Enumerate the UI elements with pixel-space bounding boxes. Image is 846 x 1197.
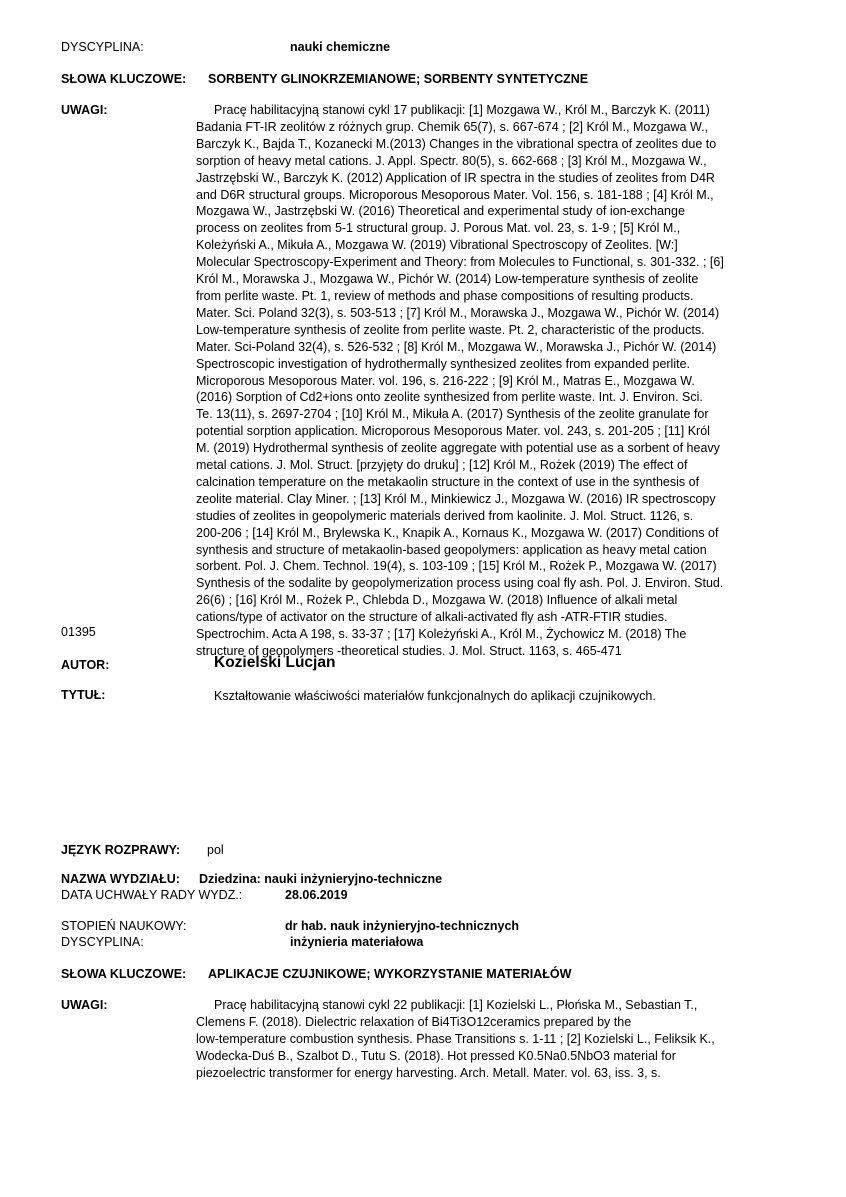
language-label: JĘZYK ROZPRAWY: (61, 843, 181, 857)
notes-line: Low-temperature synthesis of zeolite from perlite waste. Pt. 2, characteristic of the products. (196, 322, 705, 337)
notes-line: synthesis and structure of metakaolin-based geopolymers: application as heavy metal cation (196, 542, 707, 557)
keywords-label: SŁOWA KLUCZOWE: (61, 967, 187, 981)
notes-line: Spectrochim. Acta A 198, s. 33-37 ; [17] Koleżyński A., Król M., Żychowicz M. (2018) The (196, 627, 687, 642)
notes-line: Molecular Spectroscopy-Experiment and Theory: from Molecules to Functional, s. 301-332. ; [6] (196, 255, 724, 270)
notes-line: Barczyk K., Bajda T., Kozanecki M.(2013) Changes in the vibrational spectra of zeolites due to (196, 136, 717, 151)
notes-line: Clemens F. (2018). Dielectric relaxation of Bi4Ti3O12ceramics prepared by the (196, 1014, 632, 1029)
language-value: pol (207, 843, 224, 857)
notes-line: zeolite material. Clay Miner. ; [13] Król M., Minkiewicz J., Mozgawa W. (2016) IR spectroscopy (196, 491, 716, 506)
notes-label: UWAGI: (61, 998, 108, 1012)
notes-text (196, 102, 724, 660)
notes-line: (2016) Sorption of Cd2+ions onto zeolite synthesized from perlite waste. Int. J. Environ. Sci. (196, 390, 703, 405)
notes-line: Pracę habilitacyjną stanowi cykl 22 publikacji: [1] Kozielski L., Płońska M., Sebastian T., (214, 998, 698, 1012)
notes-line: from perlite waste. Pt. 1, review of methods and phase compositions of resulting products. (196, 288, 694, 303)
record-number: 01395 (61, 625, 96, 639)
keywords-value: SORBENTY GLINOKRZEMIANOWE; SORBENTY SYNTETYCZNE (208, 72, 589, 86)
notes-line: cations/type of activator on the structure of alkali-activated fly ash -ATR-FTIR studies. (196, 610, 668, 625)
resolution-date-label: DATA UCHWAŁY RADY WYDZ.: (61, 888, 243, 902)
notes-line: and D6R structural groups. Microporous Mesoporous Mater. Vol. 156, s. 181-188 ; [4] Król M., (196, 187, 714, 202)
title-label: TYTUŁ: (61, 688, 106, 702)
notes-line: Synthesis of the sodalite by geopolymerization process using coal fly ash. Pol. J. Environ. Stud. (196, 576, 724, 591)
notes-line: Król M., Morawska J., Mozgawa W., Pichór W. (2014) Low-temperature synthesis of zeolite (196, 272, 699, 287)
keywords-value: APLIKACJE CZUJNIKOWE; WYKORZYSTANIE MATERIAŁÓW (208, 967, 572, 981)
notes-line: Jastrzębski W., Barczyk K. (2012) Application of IR spectra in the studies of zeolites from D4R (196, 170, 715, 185)
title-value: Kształtowanie właściwości materiałów funkcjonalnych do aplikacji czujnikowych. (214, 689, 656, 703)
notes-line: metal cations. J. Mol. Struct. [przyjęty do druku] ; [12] Król M., Rożek (2019) The effect of (196, 458, 688, 473)
notes-line: Mater. Sci. Poland 32(3), s. 503-513 ; [7] Król M., Morawska J., Mozgawa W., Pichór W. (2014) (196, 305, 720, 320)
notes-line: process on zeolites from 5-1 structural group. J. Porous Mat. vol. 23, s. 1-9 ; [5] Król M., (196, 221, 681, 236)
notes-line: Badania FT-IR zeolitów z różnych grup. Chemik 65(7), s. 667-674 ; [2] Król M., Mozgawa W., (196, 119, 709, 134)
notes-label: UWAGI: (61, 103, 108, 117)
notes-line: structure of geopolymers -theoretical studies. J. Mol. Struct. 1163, s. 465-471 (196, 644, 622, 658)
notes-line: sorbent. Pol. J. Chem. Technol. 19(4), s. 103-109 ; [15] Król M., Rożek P., Mozgawa W. (2017) (196, 559, 717, 574)
notes-line: M. (2019) Hydrothermal synthesis of zeolite aggregate with potential use as a sorbent of heavy (196, 441, 720, 456)
notes-line: Mozgawa W., Jastrzębski W. (2016) Theoretical and experimental study of ion-exchange (196, 204, 685, 219)
notes-line: Pracę habilitacyjną stanowi cykl 17 publikacji: [1] Mozgawa W., Król M., Barczyk K. (2011) (214, 103, 710, 117)
degree-value: dr hab. nauk inżynieryjno-technicznych (285, 919, 520, 933)
faculty-value: Dziedzina: nauki inżynieryjno-techniczne (199, 872, 443, 886)
notes-line: 200-206 ; [14] Król M., Brylewska K., Knapik A., Kornaus K., Mozgawa W. (2017) Conditions of (196, 525, 719, 540)
notes-line: Wodecka-Duś B., Szalbot D., Tutu S. (2018). Hot pressed K0.5Na0.5NbO3 material for (196, 1048, 676, 1063)
discipline-value: nauki chemiczne (290, 40, 391, 54)
degree-label: STOPIEŃ NAUKOWY: (61, 919, 187, 933)
author-name: Kozielski Lucjan (214, 654, 336, 671)
resolution-date-value: 28.06.2019 (285, 888, 348, 902)
notes-line: low-temperature combustion synthesis. Phase Transitions s. 1-11 ; [2] Kozielski L., Feliksik K., (196, 1031, 715, 1046)
faculty-label: NAZWA WYDZIAŁU: (61, 872, 180, 886)
notes-line: 26(6) ; [16] Król M., Rożek P., Chlebda D., Mozgawa W. (2018) Influence of alkali metal (196, 593, 678, 608)
notes-line: potential sorption application. Microporous Mesoporous Mater. vol. 243, s. 201-205 ; [11] Król (196, 424, 710, 439)
notes-line: studies of zeolites in geopolymeric materials derived from kaolinite. J. Mol. Struct. 1126, s. (196, 508, 694, 523)
notes-line: sorption of heavy metal cations. J. Appl. Spectr. 80(5), s. 662-668 ; [3] Król M., Mozgawa W., (196, 153, 707, 168)
notes-line: Spectroscopic investigation of hydrothermally synthesized zeolites from expanded perlite. (196, 356, 691, 371)
notes-line: Koleżyński A., Mikuła A., Mozgawa W. (2019) Vibrational Spectroscopy of Zeolites. [W:] (196, 238, 678, 253)
keywords-label: SŁOWA KLUCZOWE: (61, 72, 187, 86)
notes-line: calcination temperature on the metakaolin structure in the context of use in the synthesis of (196, 474, 700, 489)
notes-line: Te. 13(11), s. 2697-2704 ; [10] Król M., Mikuła A. (2017) Synthesis of the zeolite granulate for (196, 407, 709, 422)
discipline-label: DYSCYPLINA: (61, 40, 144, 54)
notes-line: Microporous Mesoporous Mater. vol. 196, s. 216-222 ; [9] Król M., Matras E., Mozgawa W. (196, 373, 695, 388)
discipline-label: DYSCYPLINA: (61, 935, 144, 949)
notes-line: piezoelectric transformer for energy harvesting. Arch. Metall. Mater. vol. 63, iss. 3, s. (196, 1065, 661, 1080)
author-label: AUTOR: (61, 658, 110, 672)
notes-text (196, 997, 715, 1082)
notes-line: Mater. Sci-Poland 32(4), s. 526-532 ; [8] Król M., Mozgawa W., Morawska J., Pichór W. (2014) (196, 339, 717, 354)
discipline-value: inżynieria materiałowa (290, 935, 424, 949)
